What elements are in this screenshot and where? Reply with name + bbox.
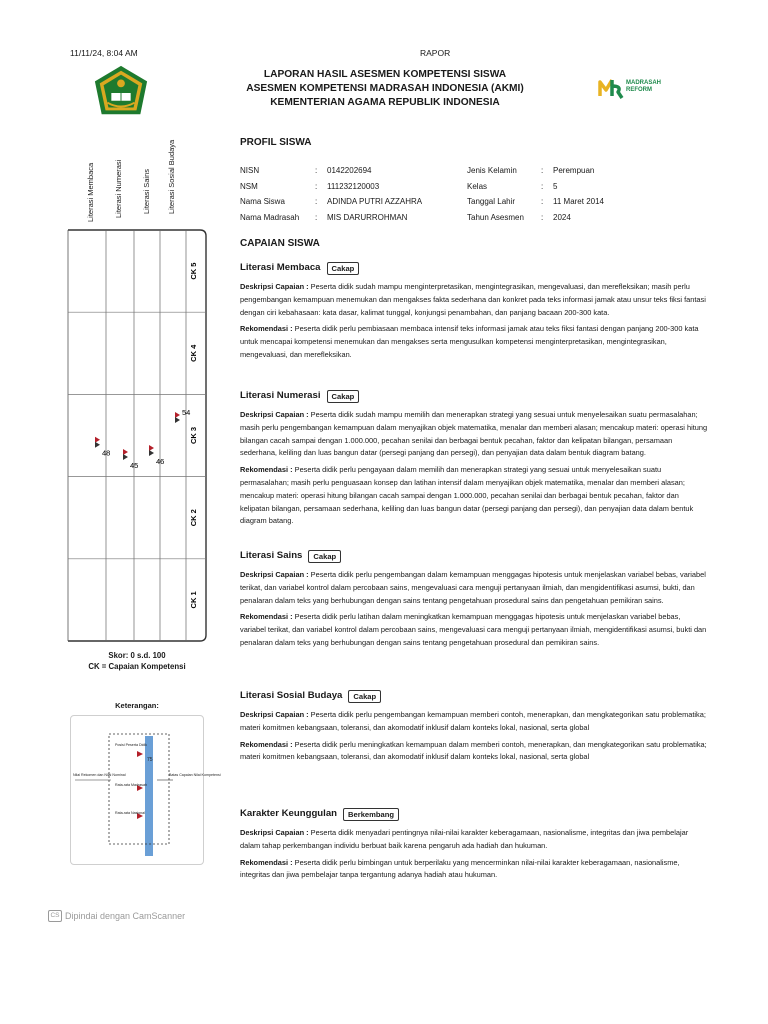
ck-definition: CK = Capaian Kompetensi (88, 662, 186, 671)
profile-row (240, 179, 604, 195)
section-title: Literasi Sosial Budaya (240, 690, 343, 702)
band-label: CK 3 (189, 426, 198, 445)
rekomendasi-paragraph (240, 857, 708, 883)
category-label-numerasi: Literasi Numerasi (114, 159, 123, 218)
profile-value: Perempuan (553, 166, 595, 175)
section-title: Literasi Membaca (240, 262, 321, 274)
deskripsi-text: Peserta didik menyadari pentingnya nilai-nilai karakter keberagamaan, nasionalisme, integritas dan jiwa pembelajar dalam tahap perkembangan individu berbuat baik karena pengaruh ada hadiah dan hukuman. (240, 828, 689, 850)
report-title (220, 68, 550, 110)
rekomendasi-label: Rekomendasi : (240, 324, 293, 334)
score-label: 54 (182, 408, 191, 418)
category-label-sains: Literasi Sains (142, 168, 151, 214)
profile-separator: : (315, 197, 318, 206)
doc-label: RAPOR (420, 48, 451, 58)
score-label: 48 (102, 448, 111, 458)
rekomendasi-paragraph (240, 323, 708, 361)
profile-separator: : (315, 166, 318, 175)
camscanner-watermark (48, 910, 185, 922)
rekomendasi-text: Peserta didik perlu meningkatkan kemampuan dalam memberi contoh, menerapkan, dan mengkategorikan satu problematika; materi komitmen kebangsaan, toleransi, dan akomodatif inklusif dalam konteks lokal, nasional, serta global (240, 739, 707, 762)
deskripsi-label: Deskripsi Capaian : (240, 570, 309, 579)
score-marker (123, 449, 128, 455)
profile-separator: : (315, 212, 318, 222)
rekomendasi-paragraph (240, 739, 708, 765)
score-marker (149, 445, 154, 451)
band-label: CK 1 (189, 591, 198, 609)
profile-value: 5 (553, 181, 558, 191)
print-date: 11/11/24, 8:04 AM (70, 48, 138, 58)
profile-separator: : (315, 181, 318, 191)
ket-item-3: Rata-rata Nasional (115, 811, 145, 815)
score-marker-shadow (123, 454, 128, 460)
title-line-2: ASESMEN KOMPETENSI MADRASAH INDONESIA (AKMI) (246, 83, 524, 94)
keterangan-title: Keterangan: (115, 701, 159, 710)
camscanner-icon: CS (48, 910, 62, 922)
mr-mark-icon (598, 76, 624, 100)
ket-item-5: Batas Capaian Nilai Kompetensi (169, 773, 221, 777)
capaian-section (240, 808, 708, 886)
section-title-row (240, 262, 708, 275)
chart-legend (68, 650, 206, 672)
profile-grid (240, 163, 604, 225)
profile-label: Tahun Asesmen (467, 212, 524, 222)
rekomendasi-text: Peserta didik perlu pengayaan dalam memilih dan menerapkan strategi yang sesuai untuk menyelesaikan suatu permasalahan; masih perlu penguasaan konsep dan latihan intensif dalam menyajikan objek matematika, menalar dan memberi alasan; mencakup materi: operasi hitung bilangan cacah sampai dengan 1.000.000, pecahan senilai dan berbagai bentuk pecahan, faktor dan kelipatan bilangan, persamaan sederhana, keliling dan luas bangun datar (persegi panjang dan persegi), dan penyajian data dalam bentuk diagram batang. (240, 465, 694, 526)
deskripsi-text: Peserta didik perlu pengembangan kemampuan memberi contoh, menerapkan, dan mengkategorikan satu problematika; materi komitmen kebangsaan, toleransi, dan akomodatif inklusif dalam konteks lokal, nasional, serta global (240, 710, 706, 732)
ket-item-4: Nilai Rekomen dan Nilai Nominal (73, 773, 126, 777)
deskripsi-text: Peserta didik perlu pengembangan dalam kemampuan menggagas hipotesis untuk menjelaskan variabel bebas, variabel terikat, dan variabel kontrol dalam percobaan sains, mengevaluasi cara menguji pertanyaan ilmiah, dan mengidentifikasi asumsi, bukti, dan penalaran dalam teks yang berhubungan dengan sains tentang pengetahuan prosedural sains dan pengetahuan pemikiran sains. (240, 570, 706, 605)
profile-value: MIS DARURROHMAN (327, 212, 408, 222)
profile-separator: : (541, 212, 544, 222)
score-label: 46 (156, 456, 165, 466)
level-badge: Cakap (308, 550, 341, 563)
profile-label: NSM (240, 181, 258, 191)
mr-text-1: MADRASAH (626, 80, 661, 86)
title-line-3: KEMENTERIAN AGAMA REPUBLIK INDONESIA (270, 97, 500, 108)
keterangan-box (70, 715, 221, 865)
deskripsi-paragraph (240, 709, 708, 735)
section-title-row (240, 390, 708, 403)
rekomendasi-label: Rekomendasi : (240, 612, 293, 622)
rekomendasi-paragraph (240, 464, 708, 528)
category-label-sosial-budaya: Literasi Sosial Budaya (167, 139, 176, 214)
profile-label: Jenis Kelamin (467, 166, 517, 175)
deskripsi-paragraph (240, 281, 708, 319)
capaian-section (240, 390, 708, 532)
deskripsi-paragraph (240, 827, 708, 853)
profile-separator: : (541, 181, 544, 191)
rekomendasi-text: Peserta didik perlu pembiasaan membaca intensif teks informasi jamak atau teks fiksi fantasi dengan panjang 200-300 kata untuk mencapai kompetensi menemukan dan mengakses serta mengusulkan kompetensi menginterpretasikan, mengintegrasikan, mengevaluasi, dan merefleksikan. (240, 324, 699, 359)
rekomendasi-text: Peserta didik perlu bimbingan untuk berperilaku yang mencerminkan nilai-nilai karakter keberagamaan, nasionalisme, integritas dan jiwa pembelajar tanpa tergantung adanya hadiah atau hukuman. (240, 857, 680, 880)
chart-frame (68, 230, 206, 641)
madrasah-reform-logo (598, 76, 678, 100)
score-marker (175, 412, 180, 418)
profile-label: Kelas (467, 181, 488, 191)
category-label-membaca: Literasi Membaca (86, 162, 95, 222)
score-label: 45 (130, 461, 139, 471)
capaian-section (240, 690, 708, 768)
profile-value: 2024 (553, 212, 571, 222)
deskripsi-label: Deskripsi Capaian : (240, 410, 309, 419)
band-label: CK 5 (189, 262, 198, 280)
profile-separator: : (541, 197, 544, 206)
profile-row (240, 210, 604, 226)
deskripsi-text: Peserta didik sudah mampu menginterpretasikan, mengintegrasikan, mengevaluasi, dan merefleksikan; masih perlu pengembangan kemampuan menemukan dan mengakses fakta sederhana dan konkret pada teks informasi jamak atau unsur teks fiksi fantasi dengan ciri kebahasaan: kata dasar, kalimat tunggal, konjungsi penambahan, dan panjang bacaan 200-300 kata. (240, 282, 706, 317)
band-label: CK 4 (189, 344, 198, 362)
profile-separator: : (541, 166, 544, 175)
deskripsi-paragraph (240, 409, 708, 460)
section-title-row (240, 550, 708, 563)
profile-row (240, 163, 604, 179)
deskripsi-paragraph (240, 569, 708, 607)
skor-range: Skor: 0 s.d. 100 (108, 651, 166, 660)
capaian-section (240, 550, 708, 654)
deskripsi-label: Deskripsi Capaian : (240, 282, 309, 291)
kemenag-logo (92, 64, 150, 122)
ket-item-2: Rata-rata Madrasah (115, 783, 147, 787)
profile-value: 11 Maret 2014 (553, 197, 604, 206)
rekomendasi-label: Rekomendasi : (240, 465, 293, 475)
keterangan-diagram (71, 716, 221, 866)
level-badge: Cakap (327, 390, 360, 403)
deskripsi-label: Deskripsi Capaian : (240, 828, 309, 837)
ket-value: 75 (147, 757, 153, 763)
level-badge: Cakap (327, 262, 360, 275)
profile-label: NISN (240, 166, 260, 175)
profile-value: 111232120003 (327, 181, 380, 191)
rekomendasi-label: Rekomendasi : (240, 857, 293, 867)
score-marker-shadow (95, 442, 100, 448)
rekomendasi-text: Peserta didik perlu latihan dalam meningkatkan kemampuan menggagas hipotesis untuk menjelaskan variabel bebas, variabel terikat, dan variabel kontrol dalam percobaan sains, mengevaluasi cara menguji pertanyaan ilmiah, mengidentifikasi asumsi, bukti dan penalaran dalam teks yang berhubungan dengan sains tentang pengetahuan prosedural dan pemikiran sains. (240, 612, 707, 647)
section-title: Literasi Numerasi (240, 390, 321, 402)
camscanner-text: Dipindai dengan CamScanner (65, 911, 186, 921)
rekomendasi-label: Rekomendasi : (240, 739, 293, 749)
score-marker-shadow (149, 450, 154, 456)
competency-chart (68, 230, 206, 641)
profile-label: Nama Siswa (240, 197, 285, 206)
profile-label: Tanggal Lahir (467, 197, 516, 206)
section-title-row (240, 690, 708, 703)
deskripsi-label: Deskripsi Capaian : (240, 710, 309, 719)
level-badge: Cakap (348, 690, 381, 703)
section-title: Literasi Sains (240, 550, 303, 562)
band-label: CK 2 (189, 509, 198, 527)
profile-heading: PROFIL SISWA (240, 137, 312, 148)
profile-label: Nama Madrasah (240, 212, 300, 222)
profile-row (240, 194, 604, 210)
section-title-row (240, 808, 708, 821)
ket-item-1: Posisi Peserta Didik (115, 743, 147, 747)
capaian-heading: CAPAIAN SISWA (240, 238, 320, 249)
mr-text-2: REFORM (626, 87, 652, 93)
section-title: Karakter Keunggulan (240, 808, 338, 820)
capaian-section (240, 262, 708, 366)
score-marker (95, 437, 100, 443)
level-badge: Berkembang (343, 808, 399, 821)
deskripsi-text: Peserta didik sudah mampu memilih dan menerapkan strategi yang sesuai untuk menyelesaikan suatu permasalahan; masih perlu pengembangan kemampuan dalam menyajikan objek matematika, menalar dan memberi alasan; mencakup materi: operasi hitung bilangan cacah sampai dengan 1.000.000, pecahan senilai dan berbagai bentuk pecahan, faktor dan kelipatan bilangan, persamaan sederhana, keliling dan luas bangun datar (persegi panjang dan persegi), dan penyajian data dalam bentuk diagram batang. (240, 410, 708, 458)
score-marker-shadow (175, 417, 180, 423)
profile-value: 0142202694 (327, 166, 372, 175)
rekomendasi-paragraph (240, 611, 708, 649)
profile-value: ADINDA PUTRI AZZAHRA (327, 197, 423, 206)
title-line-1: LAPORAN HASIL ASESMEN KOMPETENSI SISWA (263, 69, 507, 80)
